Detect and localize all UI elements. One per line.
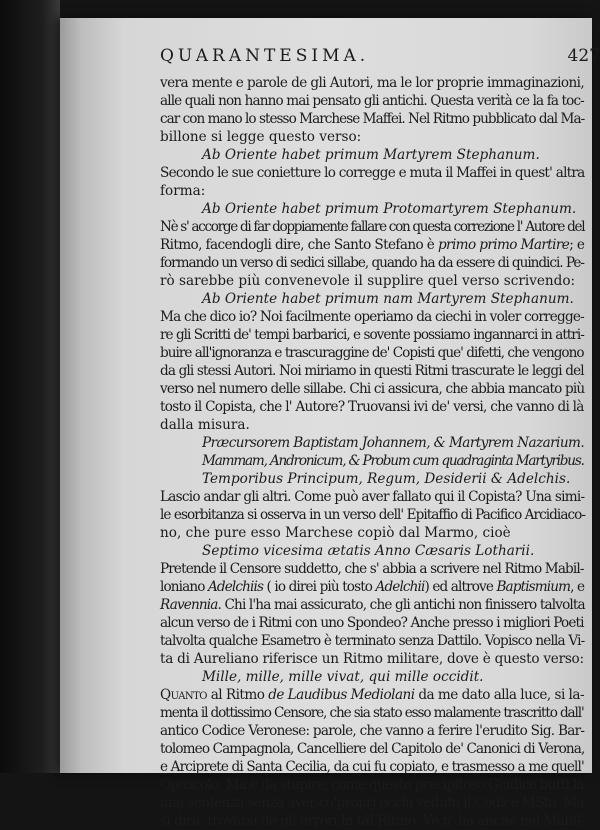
text-line [202, 290, 574, 308]
text-span: no, che pure esso Marchese copiò dal Marmo, cioè [160, 525, 511, 541]
italic-text: Ravennia [160, 597, 218, 613]
text-span: Secondo le sue conietture lo corregge e muta il Maffei in quest' altra [160, 165, 585, 181]
text-line [160, 398, 584, 416]
text-line [160, 686, 584, 704]
text-span: antico Codice Veronese: parole, che vanno a ferire l'erudito Sig. Bar- [160, 723, 585, 739]
text-span: alcun verso de i Ritmi con uno Spondeo? Anche presso i migliori Poeti [160, 615, 584, 631]
italic-text: Ab Oriente habet primum Protomartyrem Stephanum. [202, 201, 577, 217]
text-line [202, 200, 576, 218]
text-span: tosto il Copista, che l' Autore? Truovansi ivi de' versi, che vanno di là [160, 399, 584, 415]
text-line [160, 524, 511, 542]
text-line [160, 416, 250, 434]
text-line [202, 470, 570, 488]
text-line [160, 272, 575, 290]
text-line [160, 344, 584, 362]
text-line [160, 128, 361, 146]
text-span: alle quali non hanno mai pensato gli antichi. Questa verità ce la fa toc- [160, 93, 584, 109]
text-line [160, 560, 584, 578]
text-line [160, 218, 584, 236]
text-span: menta il dottissimo Censore, che sia stato esso malamente trascritto dall' [160, 705, 584, 721]
italic-text: Adelchii [375, 579, 425, 595]
text-span: ) ed altrove [424, 579, 497, 595]
italic-text: Baptismium [496, 579, 571, 595]
text-line [160, 704, 584, 722]
text-line [202, 146, 540, 164]
text-span: le esorbitanza si osserva in un verso dell' Epitaffio di Pacifico Arcidiaco- [160, 507, 586, 523]
text-span: . Chi l'ha mai assicurato, che gli antichi non finissero talvolta [217, 597, 585, 613]
text-span: rò sarebbe più convenevole il supplire quel verso scrivendo: [160, 273, 576, 289]
text-line [160, 164, 585, 182]
italic-text: Mille, mille, mille vivat, qui mille occidit. [202, 669, 484, 685]
text-span: formando un verso di sedici sillabe, quando ha da essere di quindici. Pe- [160, 255, 584, 271]
text-span: Pretende il Censore suddetto, che s' abbia a scrivere nel Ritmo Mabil- [160, 561, 584, 577]
book-page [60, 18, 600, 829]
text-span: e Arciprete di Santa Cecilia, da cui fu copiato, e trasmesso a me quell' [160, 759, 584, 775]
italic-text: Mammam, Andronicum, & Probum cum quadraginta Martyribus. [202, 453, 584, 469]
text-span: Nè s' accorge di far doppiamente fallare con questa correzione l' Autore del [160, 219, 585, 235]
running-title: QUARANTESIMA. [160, 46, 370, 66]
italic-text: Ab Oriente habet primum Martyrem Stephanum. [202, 147, 540, 163]
text-line [160, 308, 584, 326]
text-span: ; e [569, 237, 585, 253]
text-span: ( io direi più tosto [263, 579, 376, 595]
italic-text: Temporibus Principum, Regum, Desiderii & Adelchis. [202, 471, 571, 487]
small-caps-text: Quanto [160, 687, 207, 703]
text-span: da me dato alla luce, si la- [414, 687, 585, 703]
italic-text: primo primo Martire [437, 237, 570, 253]
text-line [160, 236, 584, 254]
text-line [160, 812, 584, 830]
text-line [202, 542, 534, 560]
text-span: verso nel numero delle sillabe. Chi ci assicura, che abbia mancato più [160, 381, 585, 397]
text-span: Ritmo, facendogli dire, che Santo Stefano è [160, 237, 438, 253]
text-span: Lascio andar gli altri. Come può aver fallato qui il Copista? Una simi- [160, 489, 585, 505]
text-span: Opuscolo. Ma è da stupire, come questo precipitoso Giudice butti là [160, 777, 584, 793]
page-number: 427 [567, 46, 600, 66]
text-line [160, 632, 584, 650]
text-line [160, 794, 584, 812]
italic-text: Præcursorem Baptistam Johannem, & Martyrem Nazarium. [202, 435, 585, 451]
text-span: re gli Scritti de' tempi barbarici, e sovente possiamo ingannarci in attri- [160, 327, 584, 343]
text-line [160, 506, 585, 524]
text-span: vera mente e parole de gli Autori, ma le lor proprie immaginazioni, [160, 75, 585, 91]
text-line [202, 668, 484, 686]
text-line [160, 74, 584, 92]
text-span: si dirà, trovarsi de gli errori in tal Ritmo. Ve n' ha anche nel Mabil- [160, 813, 585, 829]
text-line [160, 110, 584, 128]
text-line [160, 488, 584, 506]
text-span: loniano [160, 579, 208, 595]
text-line [160, 650, 584, 668]
text-line [160, 578, 584, 596]
text-line [202, 452, 584, 470]
text-span: , e [570, 579, 585, 595]
text-line [160, 758, 584, 776]
text-span: dalla misura. [160, 417, 250, 433]
page-header [160, 46, 600, 70]
italic-text: Ab Oriente habet primum nam Martyrem Stephanum. [202, 291, 574, 307]
text-line [160, 362, 584, 380]
text-line [202, 434, 584, 452]
italic-text: de Laudibus Mediolani [268, 687, 415, 703]
text-line [160, 596, 585, 614]
italic-text: Adelchiis [207, 579, 264, 595]
text-line [160, 254, 584, 272]
text-span: al Ritmo [206, 687, 269, 703]
binding-gutter [0, 0, 60, 773]
text-line [160, 776, 584, 794]
text-span: Ma che dico io? Noi facilmente operiamo da ciechi in voler corregge- [160, 309, 584, 325]
text-span: talvolta qualche Esametro è terminato senza Dattilo. Vopisco nella Vi- [160, 633, 585, 649]
text-line [160, 380, 584, 398]
text-span: ta di Aureliano riferisce un Ritmo militare, dove è questo verso: [160, 651, 584, 667]
text-line [160, 722, 584, 740]
text-line [160, 614, 584, 632]
text-line [160, 92, 584, 110]
text-span: billone si legge questo verso: [160, 129, 362, 145]
text-span: forma: [160, 183, 206, 199]
text-span: car con mano lo stesso Marchese Maffei. Nel Ritmo pubblicato dal Ma- [160, 111, 585, 127]
italic-text: Septimo vicesima ætatis Anno Cæsaris Lotharii. [202, 543, 535, 559]
text-span: tolomeo Campagnola, Cancelliere del Capitolo de' Canonici di Verona, [160, 741, 585, 757]
text-span: buire all'ignoranza e trascuraggine de' Copisti que' difetti, che vengono [160, 345, 584, 361]
text-line [160, 326, 584, 344]
text-span: una sentenza senza aver co'proprj occhi veduto il Codice MSto. Ma [160, 795, 585, 811]
text-span: da gli stessi Autori. Noi miriamo in questi Ritmi trascurate le leggi del [160, 363, 584, 379]
text-line [160, 740, 584, 758]
text-line [160, 182, 205, 200]
